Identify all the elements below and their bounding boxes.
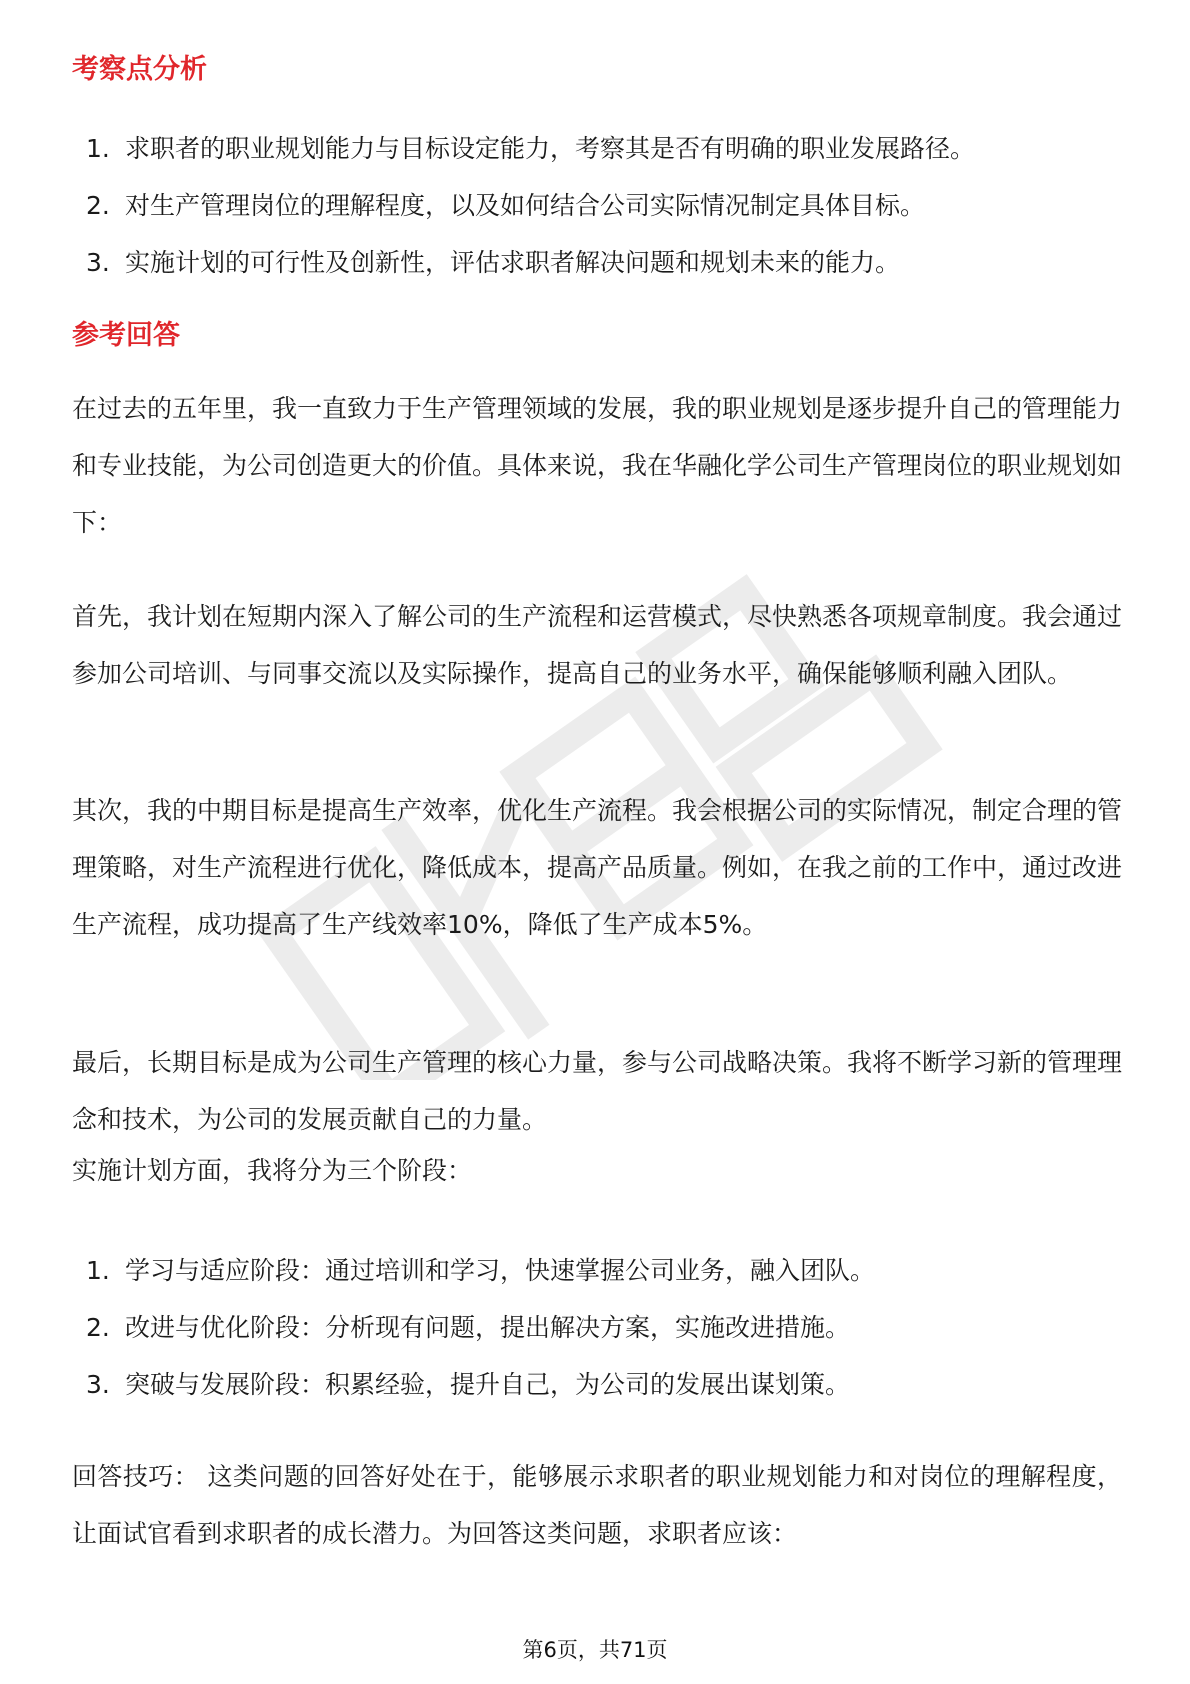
answer-paragraph-intro: 在过去的五年里，我一直致力于生产管理领域的发展，我的职业规划是逐步提升自己的管理能力和专业技能，为公司创造更大的价值。具体来说，我在华融化学公司生产管理岗位的职业规划如下： <box>72 394 1123 537</box>
list-item <box>72 1356 875 1413</box>
list-item <box>72 1242 875 1299</box>
list-item-number: 2. <box>86 1313 110 1342</box>
list-item-text: 改进与优化阶段：分析现有问题，提出解决方案，实施改进措施。 <box>125 1313 851 1342</box>
list-item-number: 3. <box>86 248 110 277</box>
list-item <box>72 1299 875 1356</box>
answer-paragraph-mid-term: 其次，我的中期目标是提高生产效率，优化生产流程。我会根据公司的实际情况，制定合理的管理策略，对生产流程进行优化，降低成本，提高产品质量。例如，在我之前的工作中，通过改进生产流程，成功提高了生产线效率10%，降低了生产成本5%。 <box>72 796 1123 939</box>
list-item-number: 3. <box>86 1370 110 1399</box>
list-item-text: 实施计划的可行性及创新性，评估求职者解决问题和规划未来的能力。 <box>125 248 901 277</box>
answer-tips-paragraph: 回答技巧： 这类问题的回答好处在于，能够展示求职者的职业规划能力和对岗位的理解程度，让面试官看到求职者的成长潜力。为回答这类问题，求职者应该： <box>72 1462 1122 1548</box>
list-item-number: 1. <box>86 134 110 163</box>
list-item-number: 2. <box>86 191 110 220</box>
list-item <box>72 234 975 291</box>
analysis-section-title: 考察点分析 <box>72 54 207 85</box>
plan-list <box>72 1242 875 1413</box>
analysis-list <box>72 120 975 291</box>
answer-paragraph-plan-intro: 实施计划方面，我将分为三个阶段： <box>72 1156 473 1185</box>
list-item-text: 突破与发展阶段：积累经验，提升自己，为公司的发展出谋划策。 <box>125 1370 851 1399</box>
list-item-text: 求职者的职业规划能力与目标设定能力，考察其是否有明确的职业发展路径。 <box>125 134 976 163</box>
list-item-text: 对生产管理岗位的理解程度，以及如何结合公司实际情况制定具体目标。 <box>125 191 926 220</box>
list-item <box>72 120 975 177</box>
answer-paragraph-long-term: 最后，长期目标是成为公司生产管理的核心力量，参与公司战略决策。我将不断学习新的管理理念和技术，为公司的发展贡献自己的力量。 <box>72 1048 1123 1134</box>
list-item-number: 1. <box>86 1256 110 1285</box>
list-item-text: 学习与适应阶段：通过培训和学习，快速掌握公司业务，融入团队。 <box>125 1256 876 1285</box>
answer-section-title: 参考回答 <box>72 320 180 351</box>
list-item <box>72 177 975 234</box>
answer-paragraph-short-term: 首先，我计划在短期内深入了解公司的生产流程和运营模式，尽快熟悉各项规章制度。我会通过参加公司培训、与同事交流以及实际操作，提高自己的业务水平，确保能够顺利融入团队。 <box>72 602 1123 688</box>
page-number-footer: 第6页，共71页 <box>522 1638 668 1662</box>
